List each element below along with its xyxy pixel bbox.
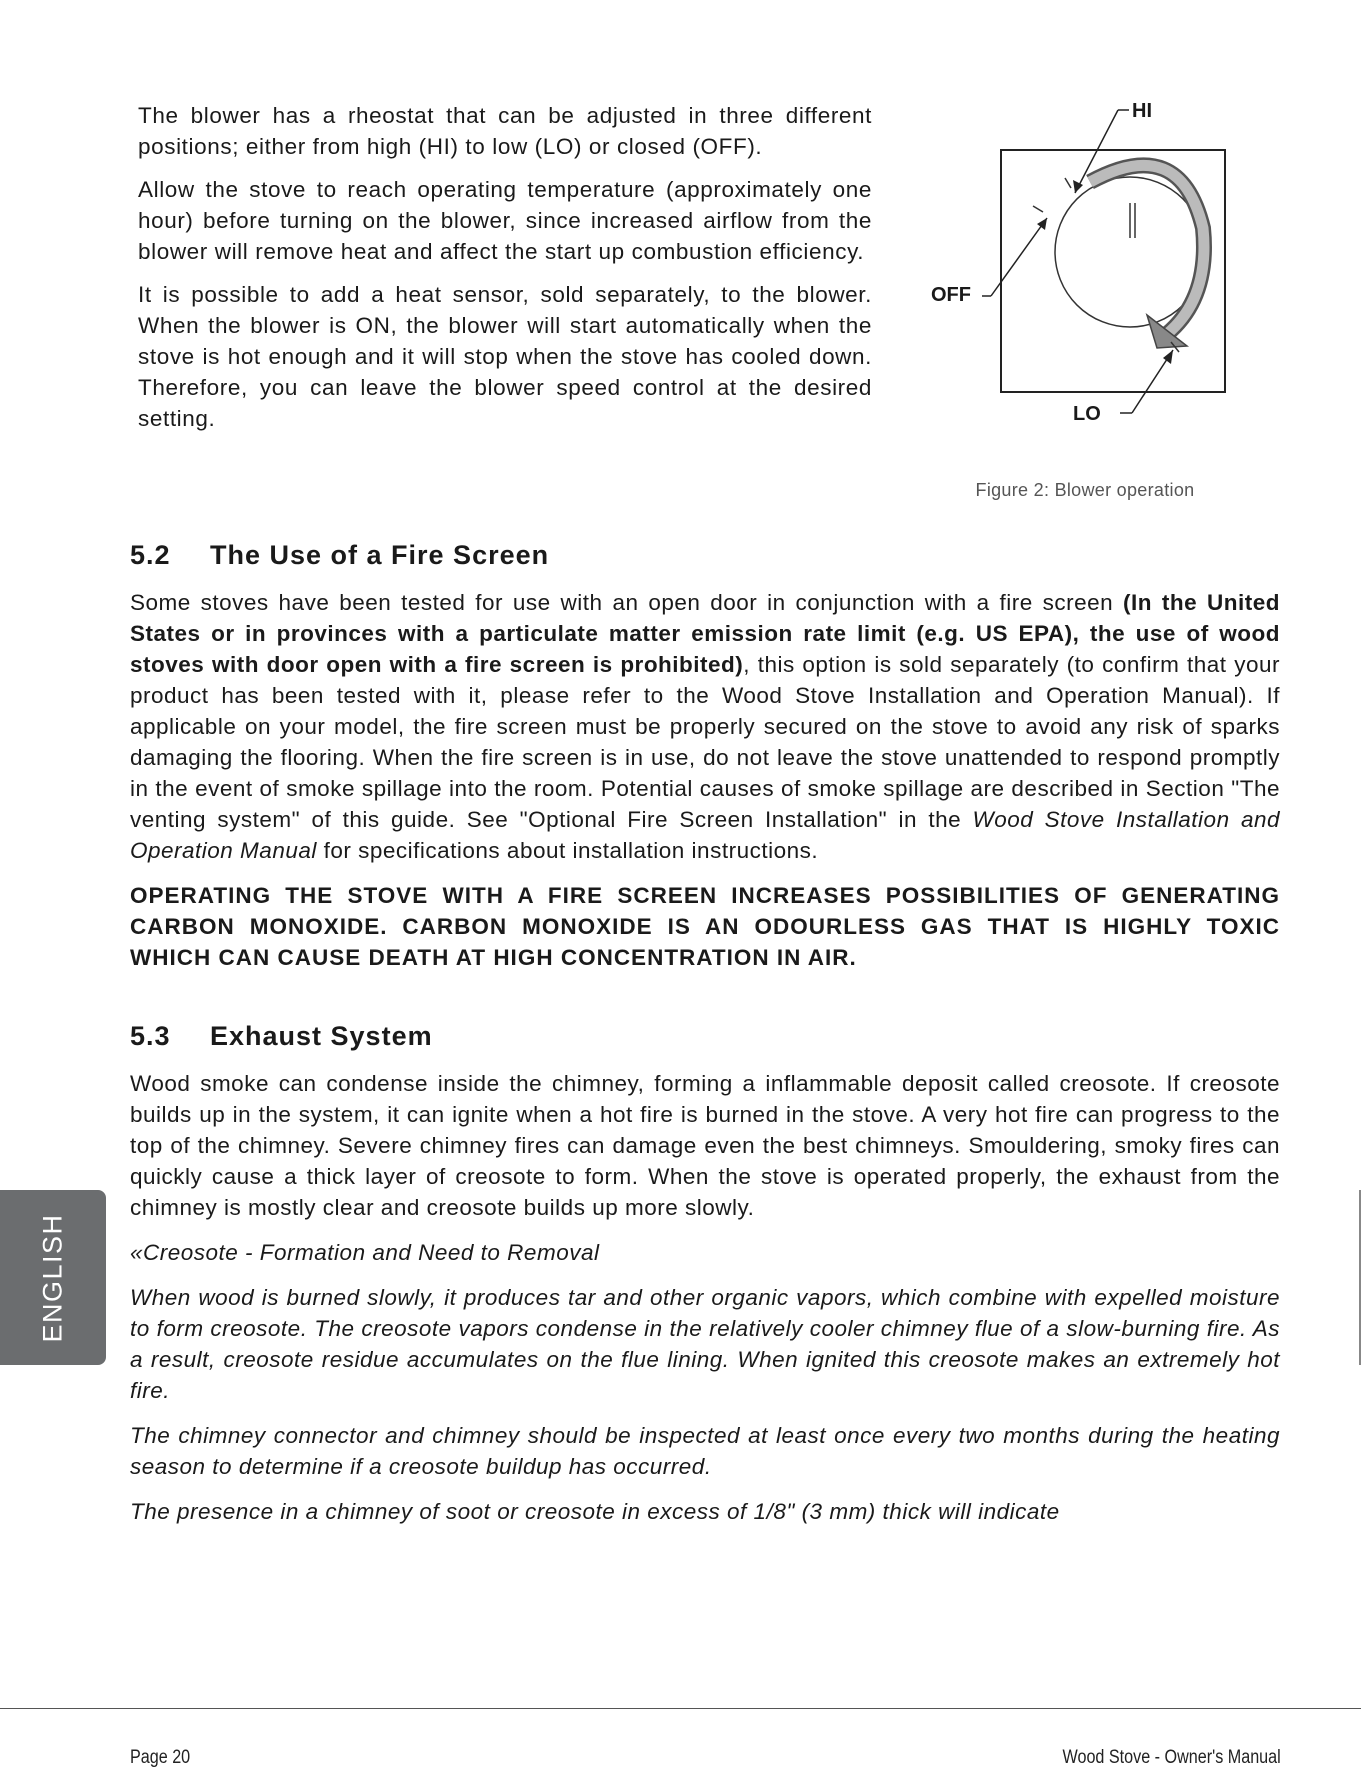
label-hi: HI [1132, 100, 1152, 122]
label-lo: LO [1073, 403, 1101, 425]
section-5-3-heading [130, 1021, 1280, 1052]
exhaust-paragraph: Wood smoke can condense inside the chimney, forming a inflammable deposit called creosote. If creosote builds up in the system, it can ignite when a hot fire is burned in the stove. A very hot fire can progress to the top of the chimney. Severe chimney fires can damage even the best chimneys. Smouldering, smoky fires can quickly cause a thick layer of creosote to form. When the stove is operated properly, the exhaust from the chimney is mostly clear and creosote builds up more slowly. [130, 1071, 1280, 1220]
language-label: ENGLISH [37, 1212, 68, 1343]
creosote-formation-paragraph: When wood is burned slowly, it produces tar and other organic vapors, which combine with expelled moisture to form creosote. The creosote vapors condense in the relatively cooler chimney flue of a slow-burning fire. As a result, creosote residue accumulates on the flue lining. When ignited this creosote makes an extremely hot fire. [130, 1285, 1280, 1403]
text-run: Some stoves have been tested for use with an open door in conjunction with a fire screen [130, 590, 1124, 615]
text-run: for specifications about installation instructions. [316, 838, 819, 863]
intro-paragraph-2: Allow the stove to reach operating temperature (approximately one hour) before turning on the blower, since increased airflow from the blower will remove heat and affect the start up combustion efficiency. [138, 177, 872, 264]
section-5-2-heading [130, 540, 1280, 571]
page-number: Page 20 [130, 1747, 191, 1768]
figure-caption: Figure 2: Blower operation [975, 480, 1195, 500]
soot-paragraph: The presence in a chimney of soot or creosote in excess of 1/8" (3 mm) thick will indicate [130, 1499, 1060, 1524]
intro-text [138, 100, 872, 446]
main-content [130, 540, 1280, 1541]
intro-paragraph-1: The blower has a rheostat that can be adjusted in three different positions; either from high (HI) to low (LO) or closed (OFF). [138, 103, 872, 159]
section-number: 5.3 [130, 1021, 171, 1051]
blower-operation-figure [925, 100, 1245, 508]
inspection-paragraph: The chimney connector and chimney should be inspected at least once every two months during the heating season to determine if a creosote buildup has occurred. [130, 1423, 1280, 1479]
intro-paragraph-3: It is possible to add a heat sensor, sold separately, to the blower. When the blower is ON, the blower will start automatically when the stove is hot enough and it will stop when the stove has cooled down. Therefore, you can leave the blower speed control at the desired setting. [138, 282, 872, 431]
section-title: Exhaust System [210, 1021, 433, 1051]
section-number: 5.2 [130, 540, 171, 570]
prohibition-note: (In the United States or in provinces with a particulate matter emission rate limit (e.g. US EPA), the use of wood stoves with door open with a fire screen is prohibited) [130, 590, 1281, 677]
document-title: Wood Stove - Owner's Manual [1062, 1747, 1281, 1768]
section-title: The Use of a Fire Screen [210, 540, 550, 570]
manual-reference: Wood Stove Installation and Operation Manual [130, 807, 1280, 863]
language-tab [0, 1190, 106, 1365]
label-off: OFF [931, 284, 971, 306]
carbon-monoxide-warning: OPERATING THE STOVE WITH A FIRE SCREEN INCREASES POSSIBILITIES OF GENERATING CARBON MONOXIDE. CARBON MONOXIDE IS AN ODOURLESS GAS THAT IS HIGHLY TOXIC WHICH CAN CAUSE DEATH AT HIGH CONCENTRATION IN AIR. [130, 883, 1280, 970]
text-run: , this option is sold separately (to confirm that your product has been tested with it, please refer to the Wood Stove Installation and Operation Manual). If applicable on your model, the fire screen must be properly secured on the stove to avoid any risk of sparks damaging the flooring. When the fire screen is in use, do not leave the stove unattended to respond promptly in the event of smoke spillage into the room. Potential causes of smoke spillage are described in Section "The venting system" of this guide. See "Optional Fire Screen Installation" in the [130, 652, 1280, 832]
fire-screen-paragraph [130, 587, 1280, 866]
creosote-subheading: «Creosote - Formation and Need to Removal [130, 1240, 600, 1265]
footer-divider [0, 1708, 1361, 1709]
blower-dial-diagram [925, 108, 1245, 508]
